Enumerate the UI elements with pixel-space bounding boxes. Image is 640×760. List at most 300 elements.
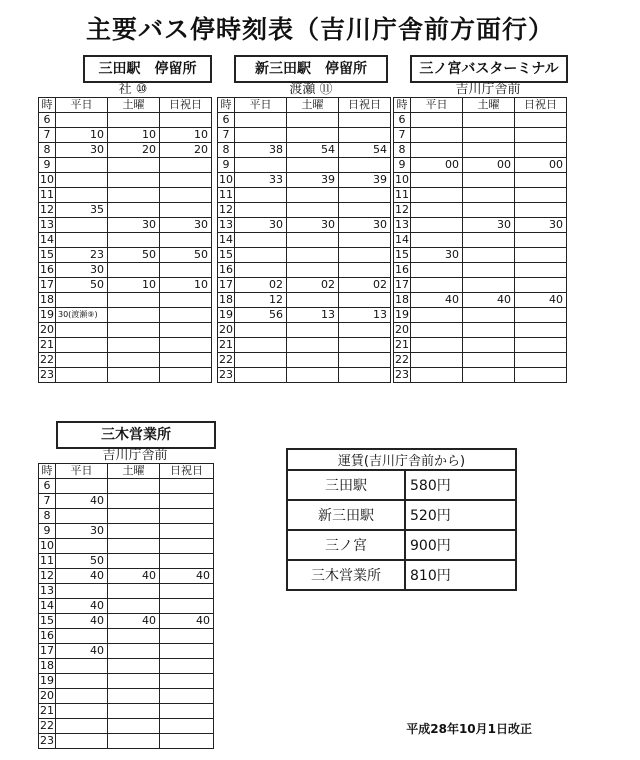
hour-cell: 16	[219, 263, 233, 276]
hour-cell: 17	[40, 644, 54, 657]
departure-minute-cell	[56, 323, 108, 338]
timetable-row	[394, 368, 567, 383]
saturday-header: 土曜	[108, 98, 160, 113]
departure-minute-cell	[515, 233, 567, 248]
departure-minute-cell: 02	[235, 278, 287, 293]
departure-minute-cell	[515, 173, 567, 188]
timetable-header-row	[394, 98, 567, 113]
timetable-row	[39, 263, 212, 278]
hour-cell: 11	[395, 188, 409, 201]
hour-cell: 9	[39, 524, 56, 539]
hour-cell: 10	[40, 173, 54, 186]
departure-minute-cell: 00	[411, 158, 463, 173]
departure-minute-cell	[56, 629, 108, 644]
hour-cell: 10	[219, 173, 233, 186]
departure-minute-cell: 20	[160, 143, 212, 158]
hour-cell: 8	[218, 143, 235, 158]
timetable-row	[394, 158, 567, 173]
departure-minute-cell: 40	[160, 569, 214, 584]
timetable-row	[218, 173, 391, 188]
departure-minute-cell	[56, 479, 108, 494]
timetable-row	[218, 248, 391, 263]
departure-minute-cell	[160, 554, 214, 569]
departure-minute-cell	[56, 509, 108, 524]
departure-minute-cell: 33	[235, 173, 287, 188]
hour-cell: 8	[394, 143, 411, 158]
departure-minute-cell: 30	[463, 218, 515, 233]
timetable-row	[39, 509, 214, 524]
departure-minute-cell	[108, 644, 160, 659]
departure-minute-cell	[108, 188, 160, 203]
departure-minute-cell	[463, 248, 515, 263]
timetable-row	[218, 263, 391, 278]
timetable-row	[394, 263, 567, 278]
departure-minute-cell	[108, 203, 160, 218]
departure-minute-cell: 02	[287, 278, 339, 293]
timetable-row	[218, 368, 391, 383]
departure-minute-cell: 02	[339, 278, 391, 293]
departure-minute-cell	[160, 644, 214, 659]
departure-minute-cell	[108, 368, 160, 383]
departure-minute-cell	[108, 494, 160, 509]
timetable-row	[394, 128, 567, 143]
departure-minute-cell	[160, 689, 214, 704]
departure-minute-cell	[160, 719, 214, 734]
departure-minute-cell	[463, 128, 515, 143]
timetable-row	[39, 293, 212, 308]
departure-minute-cell	[463, 233, 515, 248]
hour-cell: 11	[40, 188, 54, 201]
departure-minute-cell: 40	[160, 614, 214, 629]
departure-minute-cell	[160, 338, 212, 353]
timetable-row	[39, 368, 212, 383]
hour-cell: 6	[39, 113, 56, 128]
departure-minute-cell: 10	[108, 278, 160, 293]
departure-minute-cell: 30(渡瀬⑨)	[56, 308, 108, 323]
hour-cell: 23	[40, 734, 54, 747]
departure-minute-cell	[160, 158, 212, 173]
timetable-row	[39, 233, 212, 248]
departure-minute-cell	[160, 368, 212, 383]
departure-minute-cell	[463, 188, 515, 203]
departure-minute-cell	[160, 293, 212, 308]
hour-cell: 14	[219, 233, 233, 246]
hour-cell: 19	[395, 308, 409, 321]
departure-minute-cell: 12	[235, 293, 287, 308]
departure-minute-cell	[56, 353, 108, 368]
hour-cell: 12	[219, 203, 233, 216]
hour-cell: 16	[40, 263, 54, 276]
timetable-row	[39, 629, 214, 644]
hour-cell: 17	[40, 278, 54, 291]
departure-minute-cell	[235, 338, 287, 353]
departure-minute-cell	[411, 128, 463, 143]
hour-cell: 22	[40, 719, 54, 732]
fare-destination: 新三田駅	[287, 500, 405, 530]
station-name-miki: 三木営業所	[56, 421, 216, 449]
departure-minute-cell	[287, 368, 339, 383]
departure-minute-cell	[160, 584, 214, 599]
departure-minute-cell	[160, 113, 212, 128]
departure-minute-cell	[463, 308, 515, 323]
departure-minute-cell	[108, 734, 160, 749]
hour-cell: 11	[219, 188, 233, 201]
hour-cell: 9	[218, 158, 235, 173]
departure-minute-cell	[515, 308, 567, 323]
hour-cell: 7	[394, 128, 411, 143]
departure-minute-cell	[411, 188, 463, 203]
timetable-row	[39, 173, 212, 188]
departure-minute-cell	[235, 368, 287, 383]
departure-minute-cell	[463, 278, 515, 293]
departure-minute-cell	[463, 173, 515, 188]
departure-minute-cell: 30	[56, 143, 108, 158]
station-name-sanda: 三田駅 停留所	[83, 55, 212, 83]
departure-minute-cell	[287, 128, 339, 143]
departure-minute-cell	[235, 113, 287, 128]
timetable-row	[218, 278, 391, 293]
hour-cell: 23	[395, 368, 409, 381]
departure-minute-cell	[108, 674, 160, 689]
departure-minute-cell	[287, 293, 339, 308]
timetable-row	[39, 203, 212, 218]
departure-minute-cell	[287, 158, 339, 173]
direction-label-shinsanda: 渡瀬 ⑪	[289, 82, 333, 97]
hour-cell: 20	[40, 323, 54, 336]
departure-minute-cell	[108, 539, 160, 554]
timetable-row	[39, 659, 214, 674]
departure-minute-cell: 40	[56, 614, 108, 629]
hour-header: 時	[394, 98, 411, 113]
departure-minute-cell: 00	[463, 158, 515, 173]
departure-minute-cell	[56, 689, 108, 704]
hour-header: 時	[218, 98, 235, 113]
departure-minute-cell	[108, 689, 160, 704]
departure-minute-cell	[515, 278, 567, 293]
departure-minute-cell	[160, 188, 212, 203]
timetable-row	[218, 113, 391, 128]
departure-minute-cell	[411, 263, 463, 278]
departure-minute-cell	[463, 338, 515, 353]
departure-minute-cell	[287, 203, 339, 218]
departure-minute-cell	[56, 188, 108, 203]
departure-minute-cell	[339, 128, 391, 143]
hour-cell: 9	[394, 158, 411, 173]
hour-cell: 15	[40, 614, 54, 627]
hour-cell: 22	[395, 353, 409, 366]
timetable-row	[394, 308, 567, 323]
hour-cell: 20	[219, 323, 233, 336]
departure-minute-cell: 10	[160, 128, 212, 143]
departure-minute-cell	[160, 674, 214, 689]
hour-cell: 11	[40, 554, 54, 567]
hour-cell: 14	[395, 233, 409, 246]
timetable-row	[394, 143, 567, 158]
departure-minute-cell: 23	[56, 248, 108, 263]
revision-note: 平成28年10月1日改正	[406, 722, 532, 736]
departure-minute-cell: 30	[56, 263, 108, 278]
timetable-row	[218, 293, 391, 308]
departure-minute-cell	[411, 218, 463, 233]
departure-minute-cell	[463, 368, 515, 383]
timetable-row	[39, 614, 214, 629]
timetable-sannomiya	[393, 97, 567, 383]
departure-minute-cell	[108, 524, 160, 539]
fare-table	[286, 448, 517, 591]
hour-cell: 21	[40, 338, 54, 351]
hour-cell: 7	[39, 494, 56, 509]
departure-minute-cell: 40	[411, 293, 463, 308]
hour-cell: 19	[40, 674, 54, 687]
fare-destination: 三田駅	[287, 470, 405, 500]
departure-minute-cell: 40	[56, 569, 108, 584]
departure-minute-cell	[160, 308, 212, 323]
timetable-row	[394, 323, 567, 338]
departure-minute-cell	[56, 584, 108, 599]
timetable-row	[39, 308, 212, 323]
departure-minute-cell	[235, 353, 287, 368]
timetable-row	[39, 158, 212, 173]
departure-minute-cell: 40	[56, 599, 108, 614]
departure-minute-cell	[108, 158, 160, 173]
departure-minute-cell: 20	[108, 143, 160, 158]
departure-minute-cell	[160, 203, 212, 218]
timetable-row	[39, 674, 214, 689]
holiday-header: 日祝日	[160, 464, 214, 479]
departure-minute-cell: 40	[463, 293, 515, 308]
departure-minute-cell: 13	[287, 308, 339, 323]
departure-minute-cell	[108, 338, 160, 353]
weekday-header: 平日	[411, 98, 463, 113]
departure-minute-cell	[56, 539, 108, 554]
departure-minute-cell	[108, 173, 160, 188]
departure-minute-cell	[160, 479, 214, 494]
departure-minute-cell	[160, 494, 214, 509]
timetable-row	[218, 308, 391, 323]
departure-minute-cell	[160, 704, 214, 719]
timetable-row	[39, 188, 212, 203]
hour-cell: 18	[40, 293, 54, 306]
hour-cell: 7	[39, 128, 56, 143]
departure-minute-cell	[56, 338, 108, 353]
departure-minute-cell	[515, 143, 567, 158]
departure-minute-cell	[56, 704, 108, 719]
departure-minute-cell: 30	[411, 248, 463, 263]
departure-minute-cell	[287, 248, 339, 263]
timetable-header-row	[39, 98, 212, 113]
departure-minute-cell	[160, 524, 214, 539]
departure-minute-cell	[411, 143, 463, 158]
fare-row	[287, 560, 516, 590]
hour-cell: 15	[40, 248, 54, 261]
timetable-row	[394, 278, 567, 293]
departure-minute-cell	[160, 629, 214, 644]
holiday-header: 日祝日	[160, 98, 212, 113]
hour-cell: 10	[395, 173, 409, 186]
hour-cell: 12	[395, 203, 409, 216]
departure-minute-cell: 54	[287, 143, 339, 158]
hour-cell: 17	[219, 278, 233, 291]
hour-cell: 9	[39, 158, 56, 173]
departure-minute-cell: 30	[56, 524, 108, 539]
hour-cell: 14	[40, 233, 54, 246]
departure-minute-cell: 30	[235, 218, 287, 233]
fare-price: 520円	[405, 500, 516, 530]
departure-minute-cell	[339, 293, 391, 308]
departure-minute-cell	[339, 188, 391, 203]
timetable-row	[218, 218, 391, 233]
departure-minute-cell: 10	[160, 278, 212, 293]
timetable-row	[394, 203, 567, 218]
timetable-row	[39, 569, 214, 584]
timetable-row	[394, 218, 567, 233]
hour-cell: 15	[395, 248, 409, 261]
departure-minute-cell: 50	[160, 248, 212, 263]
departure-minute-cell	[235, 203, 287, 218]
departure-minute-cell: 39	[287, 173, 339, 188]
departure-minute-cell	[411, 233, 463, 248]
hour-cell: 13	[40, 584, 54, 597]
timetable-row	[218, 158, 391, 173]
departure-minute-cell	[287, 338, 339, 353]
timetable-row	[218, 203, 391, 218]
timetable-row	[394, 173, 567, 188]
timetable-row	[39, 143, 212, 158]
departure-minute-cell	[411, 173, 463, 188]
hour-cell: 13	[40, 218, 54, 231]
departure-minute-cell	[160, 173, 212, 188]
timetable-row	[394, 293, 567, 308]
timetable-row	[394, 353, 567, 368]
hour-cell: 21	[40, 704, 54, 717]
departure-minute-cell	[339, 248, 391, 263]
timetable-shinsanda	[217, 97, 391, 383]
departure-minute-cell	[463, 353, 515, 368]
departure-minute-cell	[108, 659, 160, 674]
departure-minute-cell	[411, 368, 463, 383]
hour-cell: 6	[394, 113, 411, 128]
departure-minute-cell	[287, 233, 339, 248]
timetable-row	[39, 524, 214, 539]
departure-minute-cell	[515, 353, 567, 368]
departure-minute-cell: 30	[515, 218, 567, 233]
timetable-row	[394, 113, 567, 128]
departure-minute-cell	[108, 293, 160, 308]
departure-minute-cell: 30	[108, 218, 160, 233]
hour-cell: 6	[218, 113, 235, 128]
hour-cell: 23	[219, 368, 233, 381]
timetable-header-row	[39, 464, 214, 479]
departure-minute-cell	[56, 734, 108, 749]
hour-header: 時	[39, 98, 56, 113]
timetable-row	[39, 554, 214, 569]
departure-minute-cell	[411, 338, 463, 353]
departure-minute-cell	[411, 308, 463, 323]
departure-minute-cell	[339, 203, 391, 218]
timetable-row	[39, 689, 214, 704]
departure-minute-cell: 38	[235, 143, 287, 158]
departure-minute-cell	[160, 734, 214, 749]
hour-cell: 16	[395, 263, 409, 276]
hour-cell: 20	[395, 323, 409, 336]
departure-minute-cell	[160, 539, 214, 554]
departure-minute-cell	[515, 338, 567, 353]
fare-destination: 三木営業所	[287, 560, 405, 590]
hour-cell: 23	[40, 368, 54, 381]
hour-cell: 18	[395, 293, 409, 306]
timetable-header-row	[218, 98, 391, 113]
fare-row	[287, 470, 516, 500]
timetable-row	[39, 218, 212, 233]
departure-minute-cell: 00	[515, 158, 567, 173]
fare-row	[287, 500, 516, 530]
departure-minute-cell	[56, 659, 108, 674]
departure-minute-cell	[339, 233, 391, 248]
departure-minute-cell	[515, 263, 567, 278]
hour-cell: 22	[40, 353, 54, 366]
hour-cell: 12	[40, 569, 54, 582]
departure-minute-cell: 30	[339, 218, 391, 233]
hour-cell: 18	[219, 293, 233, 306]
timetable-row	[39, 338, 212, 353]
departure-minute-cell: 30	[160, 218, 212, 233]
departure-minute-cell: 40	[56, 494, 108, 509]
departure-minute-cell	[287, 263, 339, 278]
departure-minute-cell	[108, 554, 160, 569]
hour-cell: 17	[395, 278, 409, 291]
hour-cell: 8	[39, 143, 56, 158]
departure-minute-cell	[108, 509, 160, 524]
hour-cell: 12	[40, 203, 54, 216]
departure-minute-cell	[515, 113, 567, 128]
station-name-shinsanda: 新三田駅 停留所	[234, 55, 388, 83]
departure-minute-cell	[235, 188, 287, 203]
timetable-row	[39, 584, 214, 599]
hour-cell: 8	[39, 509, 56, 524]
weekday-header: 平日	[235, 98, 287, 113]
departure-minute-cell	[411, 323, 463, 338]
departure-minute-cell	[108, 263, 160, 278]
hour-cell: 13	[395, 218, 409, 231]
timetable-row	[39, 479, 214, 494]
departure-minute-cell	[160, 233, 212, 248]
timetable-row	[39, 539, 214, 554]
timetable-row	[39, 278, 212, 293]
hour-cell: 21	[219, 338, 233, 351]
hour-cell: 14	[40, 599, 54, 612]
departure-minute-cell	[108, 233, 160, 248]
departure-minute-cell: 56	[235, 308, 287, 323]
departure-minute-cell	[411, 113, 463, 128]
timetable-row	[39, 704, 214, 719]
fare-price: 580円	[405, 470, 516, 500]
departure-minute-cell	[56, 113, 108, 128]
timetable-row	[218, 143, 391, 158]
timetable-row	[39, 128, 212, 143]
departure-minute-cell	[160, 659, 214, 674]
timetable-row	[218, 188, 391, 203]
departure-minute-cell	[108, 704, 160, 719]
departure-minute-cell: 10	[56, 128, 108, 143]
station-name-sannomiya: 三ノ宮バスターミナル	[410, 55, 568, 83]
departure-minute-cell	[108, 479, 160, 494]
timetable-row	[39, 734, 214, 749]
hour-cell: 6	[39, 479, 56, 494]
departure-minute-cell	[56, 158, 108, 173]
fare-row	[287, 530, 516, 560]
holiday-header: 日祝日	[339, 98, 391, 113]
timetable-row	[39, 323, 212, 338]
